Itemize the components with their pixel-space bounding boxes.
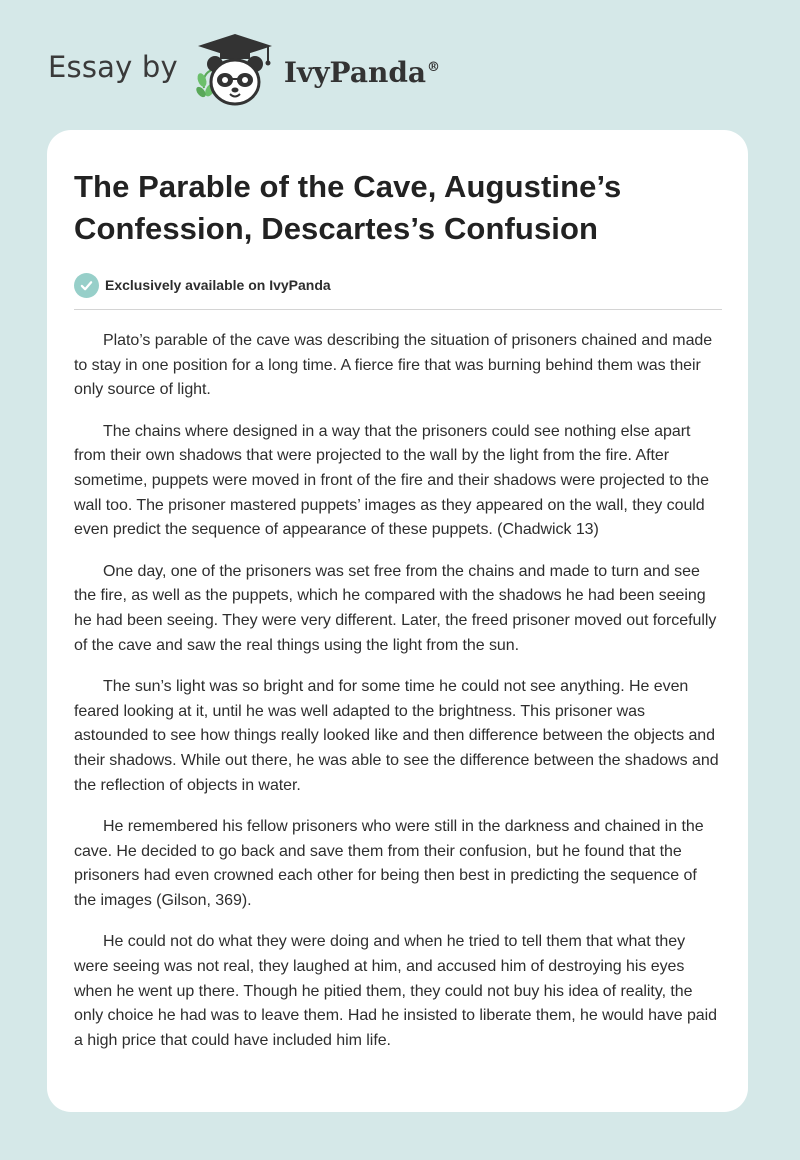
paragraph: The chains where designed in a way that the prisoners could see nothing else apart from their own shadows that were projected to the wall by the light from the fire. After sometime, puppets were moved in front of the fire and their shadows were projected to the wall too. The prisoner mastered puppets’ images as they appeared on the wall, they could even predict the sequence of appearance of these puppets. (Chadwick 13) [74, 422, 710, 539]
checkmark-icon [74, 273, 99, 298]
essay-card [47, 130, 748, 1112]
essay-body [74, 329, 722, 1053]
paragraph: He could not do what they were doing and when he tried to tell them that what they were seeing was not real, they laughed at him, and accused him of destroying his eyes when he went up there. Though he pitied them, they could not buy his idea of reality, the only choice he had was to leave them. Had he insisted to liberate them, he would have paid a high price that could have included him life. [74, 933, 718, 1049]
brand-prefix: Essay by [48, 50, 178, 84]
brand-name: IvyPanda® [283, 55, 441, 89]
paragraph: The sun’s light was so bright and for some time he could not see anything. He even feared looking at it, until he was well adapted to the brightness. This prisoner was astounded to see how things really looked like and then difference between the objects and their shadows. While out there, he was able to see the difference between the shadows and the reflection of objects in water. [74, 678, 719, 794]
exclusive-badge [74, 272, 722, 298]
paragraph: Plato’s parable of the cave was describing the situation of prisoners chained and made to stay in one position for a long time. A fierce fire that was burning behind them was their only source of light. [74, 332, 713, 399]
paragraph: He remembered his fellow prisoners who were still in the darkness and chained in the cave. He decided to go back and save them from their confusion, but he found that the prisoners had even crowned each other for being then best in predicting the sequence of the images (Gilson, 369). [74, 818, 704, 909]
paragraph: One day, one of the prisoners was set free from the chains and made to turn and see the fire, as well as the puppets, which he compared with the shadows he had been seeing he had been seeing. They were very different. Later, the freed prisoner moved out forcefully of the cave and saw the real things using the light from the sun. [74, 562, 717, 654]
essay-title: The Parable of the Cave, Augustine’s Confession, Descartes’s Confusion [74, 169, 622, 246]
badge-label: Exclusively available on IvyPanda [105, 277, 331, 293]
divider [74, 309, 722, 310]
panda-graduate-icon [190, 30, 280, 110]
brand-header[interactable] [48, 30, 440, 110]
registered-mark: ® [427, 60, 441, 76]
